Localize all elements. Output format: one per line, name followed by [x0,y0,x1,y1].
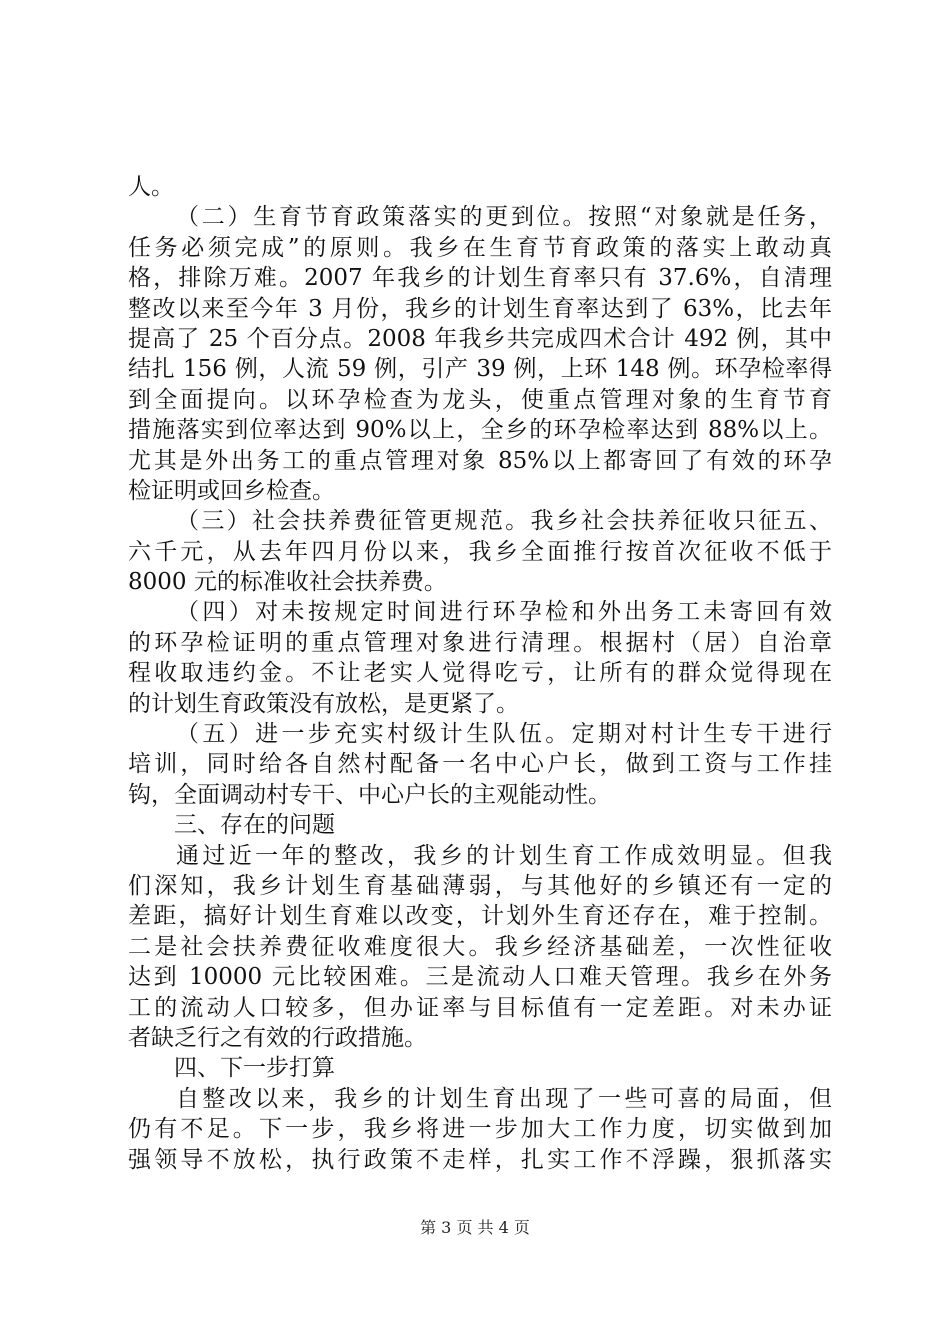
section-heading-next-steps: 四、下一步打算 [174,1055,335,1082]
paragraph-4-start: （四）对未按规定时间进行环孕检和外出务工未寄回有效 [176,599,832,626]
text-line: 二是社会扶养费征收难度很大。我乡经济基础差，一次性征收 [128,933,832,960]
text-line: 措施落实到位率达到 90%以上，全乡的环孕检率达到 88%以上。 [128,417,832,444]
section-heading-problems: 三、存在的问题 [174,812,335,839]
text-line: 结扎 156 例，人流 59 例，引产 39 例，上环 148 例。环孕检率得 [128,356,832,383]
text-line: 六千元，从去年四月份以来，我乡全面推行按首次征收不低于 [128,538,832,565]
paragraph-problems-start: 通过近一年的整改，我乡的计划生育工作成效明显。但我 [176,842,832,869]
text-line: 强领导不放松，执行政策不走样，扎实工作不浮躁，狠抓落实 [128,1146,832,1173]
text-line: 工的流动人口较多，但办证率与目标值有一定差距。对未办证 [128,994,832,1021]
text-line: 人。 [128,174,174,200]
page-number-footer: 第 3 页 共 4 页 [420,1218,530,1237]
text-line: 尤其是外出务工的重点管理对象 85%以上都寄回了有效的环孕 [128,447,832,474]
text-line: 者缺乏行之有效的行政措施。 [128,1024,427,1051]
text-line: 提高了 25 个百分点。2008 年我乡共完成四术合计 492 例，其中 [128,325,832,352]
paragraph-2-start: （二）生育节育政策落实的更到位。按照“对象就是任务， [176,204,832,231]
text-line: 达到 10000 元比较困难。三是流动人口难天管理。我乡在外务 [128,964,832,991]
text-line: 差距，搞好计划生育难以改变，计划外生育还存在，难于控制。 [128,903,832,930]
text-line: 到全面提向。以环孕检查为龙头，使重点管理对象的生育节育 [128,386,832,413]
text-line: 的环孕检证明的重点管理对象进行清理。根据村（居）自治章 [128,629,832,656]
text-line: 钩，全面调动村专干、中心户长的主观能动性。 [128,781,611,808]
text-line: 检证明或回乡检查。 [128,477,335,504]
text-line: 任务必须完成”的原则。我乡在生育节育政策的落实上敢动真 [128,234,832,261]
paragraph-5-start: （五）进一步充实村级计生队伍。定期对村计生专干进行 [176,721,832,748]
document-body [128,172,832,1175]
text-line: 整改以来至今年 3 月份，我乡的计划生育率达到了 63%，比去年 [128,295,832,322]
text-line: 程收取违约金。不让老实人觉得吃亏，让所有的群众觉得现在 [128,660,832,687]
paragraph-3-start: （三）社会扶养费征管更规范。我乡社会扶养征收只征五、 [176,508,832,535]
text-line: 培训，同时给各自然村配备一名中心户长，做到工资与工作挂 [128,751,832,778]
text-line: 仍有不足。下一步，我乡将进一步加大工作力度，切实做到加 [128,1116,832,1143]
paragraph-next-steps-start: 自整改以来，我乡的计划生育出现了一些可喜的局面，但 [176,1085,832,1112]
text-line: 们深知，我乡计划生育基础薄弱，与其他好的乡镇还有一定的 [128,872,832,899]
text-line: 格，排除万难。2007 年我乡的计划生育率只有 37.6%，自清理 [128,265,832,292]
text-line: 的计划生育政策没有放松，是更紧了。 [128,690,519,717]
text-line: 8000 元的标准收社会扶养费。 [128,569,447,596]
